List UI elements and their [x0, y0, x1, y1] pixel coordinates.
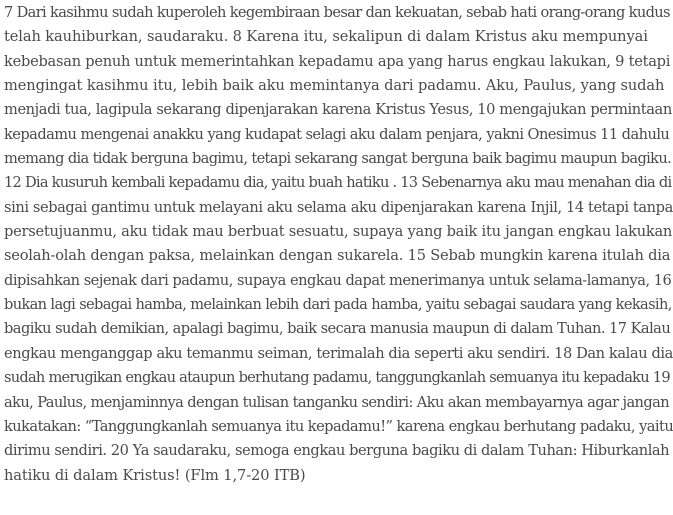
scripture-passage [4, 1, 673, 488]
passage-line-9: sini sebagai gantimu untuk melayani aku selama aku dipenjarakan karena Injil, 14 tetapi tanpa [4, 198, 673, 216]
passage-line-17: aku, Paulus, menjaminnya dengan tulisan tanganku sendiri: Aku akan membayarnya agar jangan [4, 393, 669, 411]
passage-line-16: sudah merugikan engkau ataupun berhutang padamu, tanggungkanlah semuanya itu kepadaku 19 [4, 369, 670, 387]
passage-line-8: 12 Dia kusuruh kembali kepadamu dia, yaitu buah hatiku . 13 Sebenarnya aku mau menahan dia di [4, 174, 672, 192]
passage-line-3: kebebasan penuh untuk memerintahkan kepadamu apa yang harus engkau lakukan, 9 tetapi [4, 52, 671, 70]
passage-line-15: engkau menganggap aku temanmu seiman, terimalah dia seperti aku sendiri. 18 Dan kalau dia [4, 344, 673, 362]
passage-line-5: menjadi tua, lagipula sekarang dipenjarakan karena Kristus Yesus, 10 mengajukan permintaan [4, 101, 672, 119]
passage-line-12: dipisahkan sejenak dari padamu, supaya engkau dapat menerimanya untuk selama-lamanya, 16 [4, 271, 672, 289]
passage-line-13: bukan lagi sebagai hamba, melainkan lebih dari pada hamba, yaitu sebagai saudara yang kekasih, [4, 296, 672, 314]
passage-line-2: telah kauhiburkan, saudaraku. 8 Karena itu, sekalipun di dalam Kristus aku mempunyai [4, 28, 648, 46]
passage-line-6: kepadamu mengenai anakku yang kudapat selagi aku dalam penjara, yakni Onesimus 11 dahulu [4, 125, 670, 143]
passage-line-10: persetujuanmu, aku tidak mau berbuat sesuatu, supaya yang baik itu jangan engkau lakukan [4, 223, 673, 241]
passage-line-18: kukatakan: “Tanggungkanlah semuanya itu kepadamu!” karena engkau berhutang padaku, yaitu [4, 417, 673, 435]
passage-line-7: memang dia tidak berguna bagimu, tetapi sekarang sangat berguna baik bagimu maupun bagiku. [4, 150, 672, 168]
passage-line-4: mengingat kasihmu itu, lebih baik aku memintanya dari padamu. Aku, Paulus, yang sudah [4, 77, 665, 95]
passage-line-19: dirimu sendiri. 20 Ya saudaraku, semoga engkau berguna bagiku di dalam Tuhan: Hiburkanlah [4, 442, 670, 460]
passage-line-1: 7 Dari kasihmu sudah kuperoleh kegembiraan besar dan kekuatan, sebab hati orang-orang kudus [4, 4, 670, 21]
passage-line-20: hatiku di dalam Kristus! (Flm 1,7-20 ITB) [4, 466, 306, 484]
passage-line-14: bagiku sudah demikian, apalagi bagimu, baik secara manusia maupun di dalam Tuhan. 17 Kalau [4, 320, 671, 338]
passage-line-11: seolah-olah dengan paksa, melainkan dengan sukarela. 15 Sebab mungkin karena itulah dia [4, 247, 671, 265]
